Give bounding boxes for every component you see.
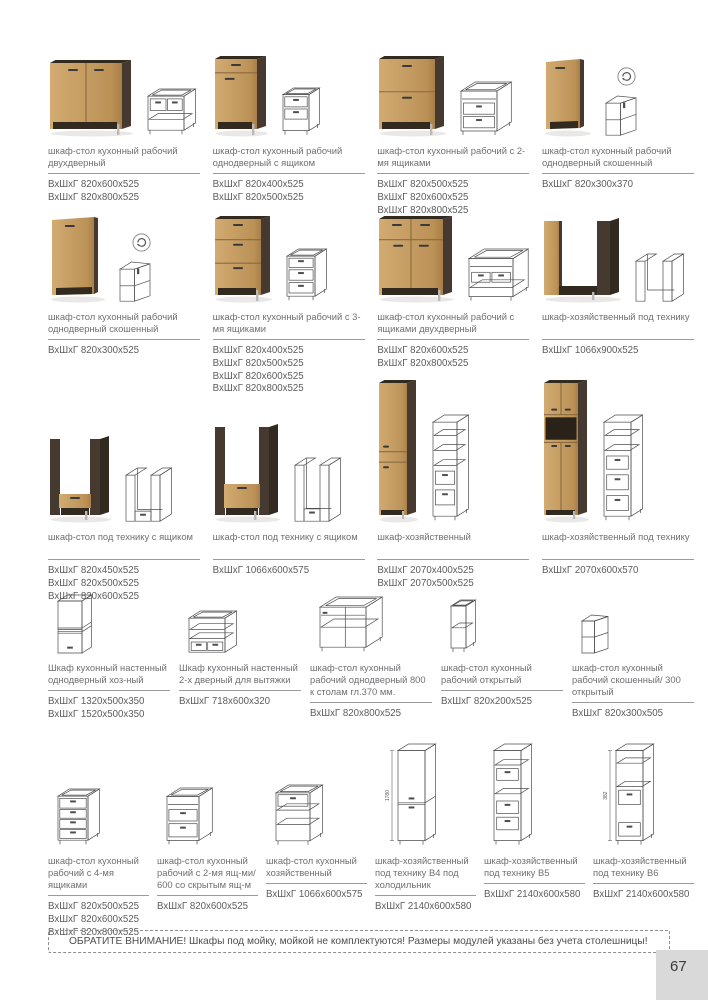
dimension-line: ВхШхГ 2140х600х580: [375, 901, 472, 913]
product-name: шкаф-стол кухонный рабочий однодверный 800 к столам гл.370 мм.: [310, 662, 432, 703]
product-card: [213, 46, 365, 217]
notice-text: ОБРАТИТЕ ВНИМАНИЕ! Шкафы под мойку, мойкой не комплектуются! Размеры модулей указаны без учета столешницы!: [69, 936, 648, 947]
dimension-line: ВхШхГ 718х600х320: [179, 696, 271, 708]
wireframe-wrap: [146, 87, 198, 138]
dimension-line: ВхШхГ 2070х600х570: [541, 565, 639, 576]
dimension-line: ВхШхГ 820х800х525: [377, 357, 469, 369]
product-figure: [542, 376, 694, 524]
dimension-line: ВхШхГ 820х800х525: [377, 204, 469, 216]
u-frame-drawer-wireframe-drawing: [124, 466, 174, 524]
tall-shelves-drawers-wireframe-drawing: [431, 413, 471, 524]
product-card: [213, 216, 365, 396]
corner-door-shelf-wireframe-drawing: [118, 260, 164, 304]
product-figure: [213, 376, 365, 524]
product-figure: [48, 376, 200, 524]
product-dimensions: [310, 708, 432, 721]
product-dimensions: [48, 696, 170, 722]
drawer-stack-3-wireframe-drawing: [285, 247, 329, 304]
product-card: [213, 376, 365, 603]
product-name: шкаф-стол кухонный рабочий открытый: [441, 662, 563, 691]
product-figure: [48, 736, 149, 848]
worktop-door-divider-wireframe-drawing: [318, 595, 385, 655]
product-card: [593, 736, 694, 939]
product-name: шкаф-хозяйственный под технику В6: [593, 855, 694, 884]
wireframe-wrap: [56, 787, 102, 848]
tall-two-door-wireframe-drawing: [383, 742, 438, 848]
tall-mixed-1-wireframe-drawing: [492, 742, 534, 848]
corner-open-shelf-wireframe-drawing: [580, 613, 620, 655]
product-name: шкаф-стол кухонный рабочий с 2-мя ящ-ми/ 600 со скрытым ящ-м: [157, 855, 258, 896]
product-figure: [572, 591, 694, 655]
product-name: шкаф-хозяйственный под технику: [542, 311, 694, 340]
tall-shelves-drawers-2-wireframe-drawing: [602, 413, 645, 524]
product-dimensions: [266, 889, 367, 902]
product-figure: [542, 46, 694, 138]
product-dimensions: [593, 889, 694, 902]
rotate-icon: [616, 66, 637, 87]
product-name: шкаф-стол кухонный рабочий с 4-мя ящиками: [48, 855, 149, 896]
tall-mixed-2-wireframe-drawing: [601, 742, 656, 848]
svg-text:1780: 1780: [385, 790, 391, 802]
dimension-line: ВхШхГ 820х450х525: [48, 565, 140, 576]
drawer-stack-4-wireframe-drawing: [56, 787, 102, 848]
wireframe-wrap: [124, 466, 174, 524]
dimension-line: ВхШхГ 820х300х370: [541, 179, 634, 191]
product-card: [48, 216, 200, 396]
product-figure: [179, 591, 301, 655]
wireframe-wrap: [318, 595, 385, 655]
product-dimensions: [377, 179, 529, 217]
u-frame-drawer-tall-wireframe-drawing: [293, 456, 343, 524]
product-name: шкаф-хозяйственный: [377, 531, 529, 560]
product-figure: [377, 376, 529, 524]
product-card: [48, 376, 200, 603]
dimension-line: ВхШхГ 820х500х525: [212, 357, 304, 369]
wall-single-door-wireframe-drawing: [56, 593, 94, 655]
page-number: 67: [670, 958, 687, 975]
dimension-line: ВхШхГ 2070х400х525: [377, 565, 474, 576]
door-drawer-base-photo-render: [215, 54, 269, 138]
dimension-line: ВхШхГ 820х400х525: [212, 179, 304, 191]
appliance-u-drawer-photo-render: [50, 434, 112, 524]
corner-door-photo-render: [50, 212, 106, 304]
product-row: [48, 46, 694, 217]
wireframe-wrap: [602, 413, 645, 524]
product-card: [377, 376, 529, 603]
dimension-line: ВхШхГ 1066х600х575: [212, 565, 310, 576]
product-card: [441, 591, 563, 722]
dimension-line: ВхШхГ 820х800х525: [48, 926, 140, 938]
dimension-line: ВхШхГ 2140х600х580: [593, 889, 690, 901]
open-narrow-shelf-wireframe-drawing: [449, 598, 478, 655]
dimension-line: ВхШхГ 1066х600х575: [266, 889, 363, 901]
corner-door-small-photo-render: [544, 54, 592, 138]
product-name: Шкаф кухонный настенный 2-х дверный для вытяжки: [179, 662, 301, 691]
wireframe-wrap: [604, 66, 650, 138]
product-dimensions: [375, 901, 476, 914]
product-card: [542, 216, 694, 396]
wireframe-wrap: [431, 413, 471, 524]
dimension-line: ВхШхГ 820х500х525: [48, 901, 140, 913]
product-name: шкаф-стол кухонный рабочий однодверный с ящиком: [213, 145, 365, 174]
product-name: шкаф-стол кухонный рабочий с 3-мя ящиками: [213, 311, 365, 340]
product-figure: [310, 591, 432, 655]
open-shelves-drawer-top-wireframe-drawing: [274, 783, 325, 848]
product-dimensions: [441, 696, 563, 709]
dimension-line: ВхШхГ 820х600х525: [48, 179, 140, 191]
wireframe-wrap: [459, 80, 514, 138]
dimension-line: ВхШхГ 820х800х525: [310, 708, 402, 720]
wireframe-wrap: [56, 593, 94, 655]
product-card: [48, 736, 149, 939]
product-figure: [213, 46, 365, 138]
dimension-line: ВхШхГ 2140х600х580: [484, 889, 581, 901]
hood-shelves-drawers-wireframe-drawing: [187, 609, 239, 655]
dimension-line: ВхШхГ 820х300х505: [572, 708, 664, 720]
product-dimensions: [213, 565, 365, 578]
product-name: Шкаф кухонный настенный однодверный хоз-ный: [48, 662, 170, 691]
product-dimensions: [48, 179, 200, 205]
product-dimensions: [542, 179, 694, 192]
wireframe-wrap: [601, 742, 656, 848]
corner-door-shelf-wireframe-drawing: [604, 94, 650, 138]
dimension-line: ВхШхГ 820х600х525: [377, 345, 469, 357]
dimension-line: ВхШхГ 820х500х525: [212, 191, 304, 203]
product-name: шкаф-стол под технику с ящиком: [213, 531, 365, 560]
product-figure: [266, 736, 367, 848]
product-name: шкаф-стол кухонный рабочий двухдверный: [48, 145, 200, 174]
wireframe-wrap: [281, 86, 322, 138]
dimension-line: ВхШхГ 820х600х525: [48, 913, 140, 925]
product-dimensions: [484, 889, 585, 902]
wireframe-wrap: [274, 783, 325, 848]
wireframe-wrap: [187, 609, 239, 655]
product-row: [48, 591, 694, 722]
dimension-line: ВхШхГ 1066х900х525: [541, 345, 639, 356]
page-number-box: [656, 950, 708, 1000]
product-card: [310, 591, 432, 722]
product-figure: [48, 46, 200, 138]
wireframe-wrap: [118, 232, 164, 304]
rotate-icon: [131, 232, 152, 253]
product-dimensions: [542, 565, 694, 578]
product-figure: [593, 736, 694, 848]
product-figure: [213, 216, 365, 304]
dimension-line: ВхШхГ 820х500х525: [48, 577, 140, 589]
wireframe-wrap: [449, 598, 478, 655]
dimension-line: ВхШхГ 820х300х525: [48, 345, 140, 357]
product-row: [48, 736, 694, 939]
dimension-line: ВхШхГ 820х200х525: [441, 696, 533, 708]
worktop-hidden-drawer-wireframe-drawing: [165, 786, 215, 848]
product-figure: [542, 216, 694, 304]
product-figure: [157, 736, 258, 848]
product-card: [484, 736, 585, 939]
product-card: [48, 591, 170, 722]
product-dimensions: [572, 708, 694, 721]
product-name: шкаф-стол кухонный рабочий с ящиками двухдверный: [377, 311, 529, 340]
dimension-line: ВхШхГ 820х800х525: [212, 383, 304, 395]
product-card: [179, 591, 301, 722]
product-figure: [377, 216, 529, 304]
worktop-two-drawers-shelf-wireframe-drawing: [146, 87, 198, 138]
product-name: шкаф-хозяйственный под технику: [542, 531, 694, 560]
two-drawer-base-photo-render: [379, 54, 447, 138]
product-dimensions: [48, 345, 200, 358]
wireframe-wrap: [293, 456, 343, 524]
dimension-line: ВхШхГ 820х600х525: [157, 901, 249, 913]
product-name: шкаф-стол кухонный хозяйственный: [266, 855, 367, 884]
product-card: [542, 46, 694, 217]
product-name: шкаф-стол кухонный рабочий однодверный скошенный: [542, 145, 694, 174]
two-door-base-photo-render: [50, 58, 134, 138]
dimension-line: ВхШхГ 820х800х525: [48, 191, 140, 203]
product-name: шкаф-стол кухонный рабочий с 2-мя ящиками: [377, 145, 529, 174]
appliance-u-drawer-tall-photo-render: [215, 422, 281, 524]
tall-utility-photo-render: [379, 378, 419, 524]
product-name: шкаф-хозяйственный под технику В4 под холодильник: [375, 855, 476, 896]
dimension-line: ВхШхГ 820х600х525: [212, 370, 304, 382]
wireframe-wrap: [467, 247, 531, 304]
product-row: [48, 216, 694, 396]
product-figure: [48, 591, 170, 655]
tall-appliance-photo-render: [544, 378, 590, 524]
svg-text:382: 382: [603, 791, 609, 800]
product-card: [572, 591, 694, 722]
product-dimensions: [179, 696, 301, 709]
product-dimensions: [213, 179, 365, 205]
product-name: шкаф-хозяйственный под технику В5: [484, 855, 585, 884]
product-dimensions: [542, 345, 694, 358]
product-dimensions: [157, 901, 258, 914]
dimension-line: ВхШхГ 1320х500х350: [48, 696, 145, 708]
catalog-grid: [48, 46, 694, 938]
product-figure: [484, 736, 585, 848]
dimension-line: ВхШхГ 820х600х525: [377, 191, 469, 203]
product-card: [377, 46, 529, 217]
product-card: [266, 736, 367, 939]
product-figure: [441, 591, 563, 655]
worktop-two-drawers-wide-wireframe-drawing: [467, 247, 531, 304]
dimension-line: ВхШхГ 2070х500х525: [377, 577, 474, 589]
three-drawer-base-photo-render: [215, 214, 273, 304]
product-dimensions: [377, 565, 529, 591]
dimension-line: ВхШхГ 1520х500х350: [48, 708, 145, 720]
product-card: [377, 216, 529, 396]
u-frame-wireframe-drawing: [634, 252, 686, 304]
product-figure: [377, 46, 529, 138]
product-name: шкаф-стол кухонный рабочий скошенный/ 300 открытый: [572, 662, 694, 703]
wireframe-wrap: [580, 613, 620, 655]
product-name: шкаф-стол кухонный рабочий однодверный скошенный: [48, 311, 200, 340]
wireframe-wrap: [634, 252, 686, 304]
drawers-doors-base-photo-render: [379, 214, 455, 304]
wireframe-wrap: [492, 742, 534, 848]
dimension-line: ВхШхГ 820х600х525: [48, 590, 140, 602]
product-card: [375, 736, 476, 939]
wireframe-wrap: [383, 742, 438, 848]
notice-bar: [48, 930, 670, 953]
product-card: [48, 46, 200, 217]
worktop-deep-two-drawers-wireframe-drawing: [459, 80, 514, 138]
product-dimensions: [377, 345, 529, 371]
product-name: шкаф-стол под технику с ящиком: [48, 531, 200, 560]
dimension-line: ВхШхГ 820х400х525: [212, 345, 304, 357]
drawer-stack-2-wireframe-drawing: [281, 86, 322, 138]
appliance-u-photo-render: [544, 216, 622, 304]
wireframe-wrap: [285, 247, 329, 304]
product-figure: [48, 216, 200, 304]
wireframe-wrap: [165, 786, 215, 848]
product-figure: [375, 736, 476, 848]
product-card: [542, 376, 694, 603]
product-card: [157, 736, 258, 939]
dimension-line: ВхШхГ 820х500х525: [377, 179, 469, 191]
product-row: [48, 376, 694, 603]
